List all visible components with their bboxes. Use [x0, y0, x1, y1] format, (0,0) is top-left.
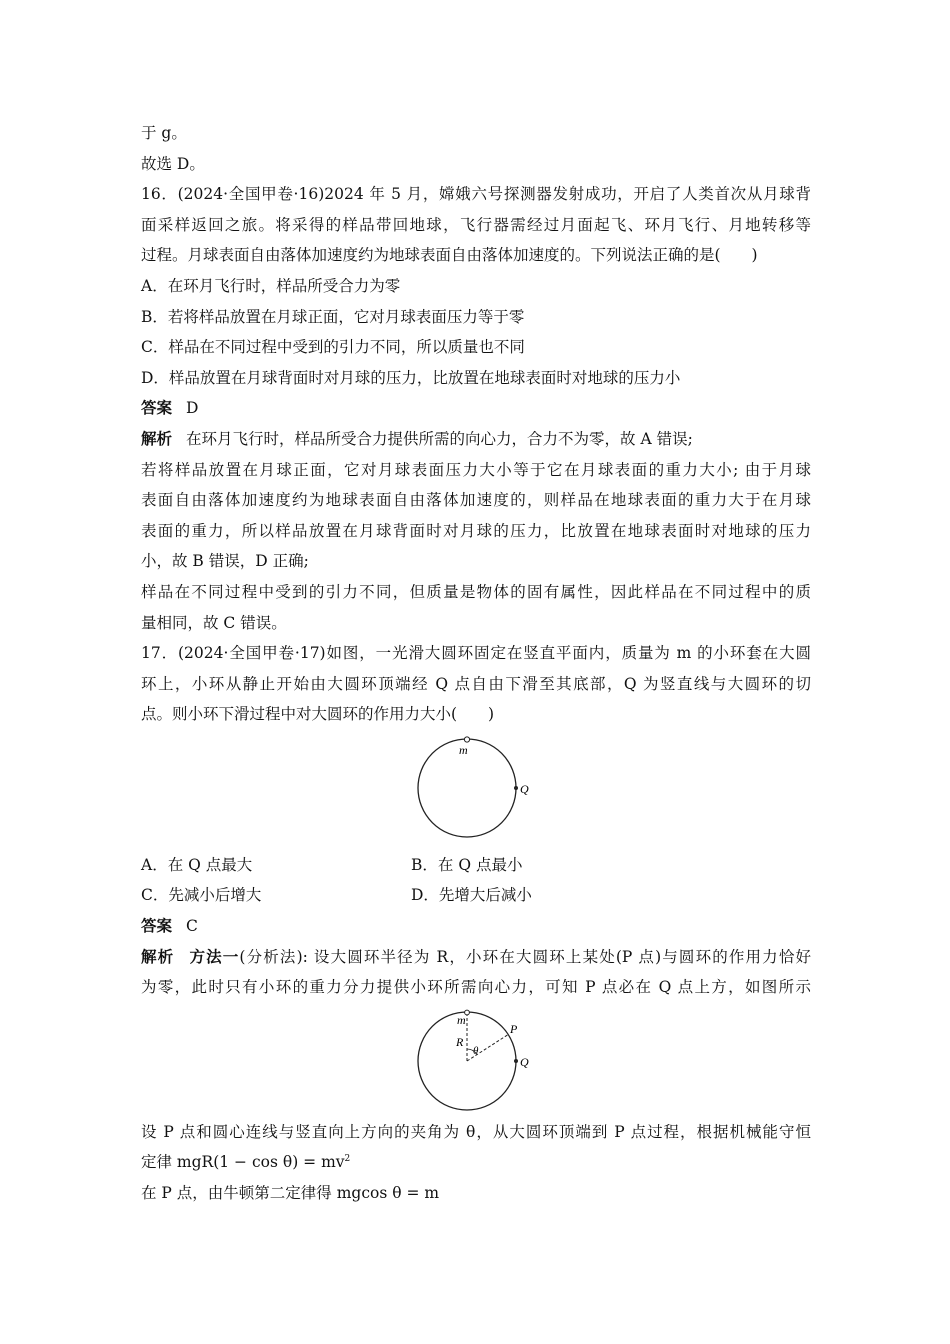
explanation-text: 样品在不同过程中受到的引力不同，但质量是物体的固有属性，因此样品在不同过程中的质: [141, 582, 811, 601]
explanation-text: 设 P 点和圆心连线与竖直向上方向的夹角为 θ，从大圆环顶端到 P 点过程，根据机械能守恒: [141, 1122, 811, 1141]
question-17-stem: 17．(2024·全国甲卷·17)如图，一光滑大圆环固定在竖直平面内，质量为 m 的小环套在大圆: [141, 644, 811, 663]
explanation-text: 在环月飞行时，样品所受合力提供所需的向心力，合力不为零，故 A 错误;: [186, 429, 693, 448]
option-a: A．在 Q 点最大: [141, 855, 253, 874]
answer-16: [141, 393, 811, 424]
explanation-label: 解析: [141, 428, 173, 448]
text-line: 故选 D。: [141, 154, 205, 173]
question-16-stem: 面采样返回之旅。将采得的样品带回地球，飞行器需经过月面起飞、环月飞行、月地转移等: [141, 215, 811, 234]
answer-label: 答案: [141, 398, 173, 418]
explanation-text: 为零，此时只有小环的重力分力提供小环所需向心力，可知 P 点必在 Q 点上方，如图所示: [141, 978, 811, 997]
option-b: B．若将样品放置在月球正面，它对月球表面压力等于零: [141, 307, 525, 326]
label-m: m: [459, 742, 468, 757]
document-page: [141, 118, 811, 1209]
text-line: 于 g。: [141, 124, 187, 142]
label-theta: θ: [473, 1044, 479, 1057]
option-c: C．先减小后增大: [141, 886, 262, 905]
explanation-text: 在 P 点，由牛顿第二定律得 mgcos θ = m: [141, 1184, 440, 1203]
question-17-stem: 环上，小环从静止开始由大圆环顶端经 Q 点自由下滑至其底部，Q 为竖直线与大圆环的切: [141, 674, 811, 693]
answer-value: C: [186, 917, 198, 936]
label-q: Q: [520, 1054, 529, 1069]
explanation-text: 小，故 B 错误，D 正确;: [141, 552, 309, 571]
explanation-formula: [141, 1147, 811, 1178]
answer-value: D: [186, 399, 199, 418]
explanation-text: 表面自由落体加速度约为地球表面自由落体加速度的，则样品在地球表面的重力大于在月球: [141, 491, 811, 510]
question-16-stem: 过程。月球表面自由落体加速度约为地球表面自由落体加速度的。下列说法正确的是( ): [141, 246, 758, 265]
question-17-stem: 点。则小环下滑过程中对大圆环的作用力大小( ): [141, 705, 495, 724]
explanation-text: 若将样品放置在月球正面，它对月球表面压力大小等于它在月球表面的重力大小; 由于月球: [141, 460, 811, 479]
point-q: [514, 1059, 518, 1063]
formula-superscript: 2: [344, 1154, 351, 1165]
explanation-label: 解析: [141, 946, 175, 966]
point-q: [514, 786, 518, 790]
option-b: B．在 Q 点最小: [411, 855, 523, 874]
options-row: [141, 880, 811, 911]
option-d: D．先增大后减小: [411, 886, 532, 905]
small-ring: [464, 737, 469, 742]
ring-figure-2: [417, 1009, 537, 1113]
option-d: D．样品放置在月球背面时对月球的压力，比放置在地球表面时对地球的压力小: [141, 368, 681, 387]
option-c: C．样品在不同过程中受到的引力不同，所以质量也不同: [141, 338, 525, 357]
explanation-17: [141, 942, 811, 973]
question-16-stem: 16．(2024·全国甲卷·16)2024 年 5 月，嫦娥六号探测器发射成功，开启了人类首次从月球背: [141, 185, 811, 204]
formula-text: 定律 mgR(1 − cos θ) = mv: [141, 1153, 345, 1172]
label-p: P: [510, 1021, 518, 1036]
options-row: [141, 850, 811, 881]
explanation-text: 量相同，故 C 错误。: [141, 613, 287, 632]
method-label: 方法一: [188, 946, 240, 966]
label-r: R: [456, 1034, 464, 1049]
answer-label: 答案: [141, 916, 173, 936]
label-q: Q: [520, 781, 529, 796]
ring-figure-1: [417, 736, 537, 846]
option-a: A．在环月飞行时，样品所受合力为零: [141, 276, 401, 295]
label-m: m: [457, 1012, 466, 1027]
explanation-text: (分析法): 设大圆环半径为 R，小环在大圆环上某处(P 点)与圆环的作用力恰好: [239, 947, 811, 966]
answer-17: [141, 911, 811, 942]
explanation-text: 表面的重力，所以样品放置在月球背面时对月球的压力，比放置在地球表面时对地球的压力: [141, 521, 811, 540]
explanation-16: [141, 424, 811, 455]
